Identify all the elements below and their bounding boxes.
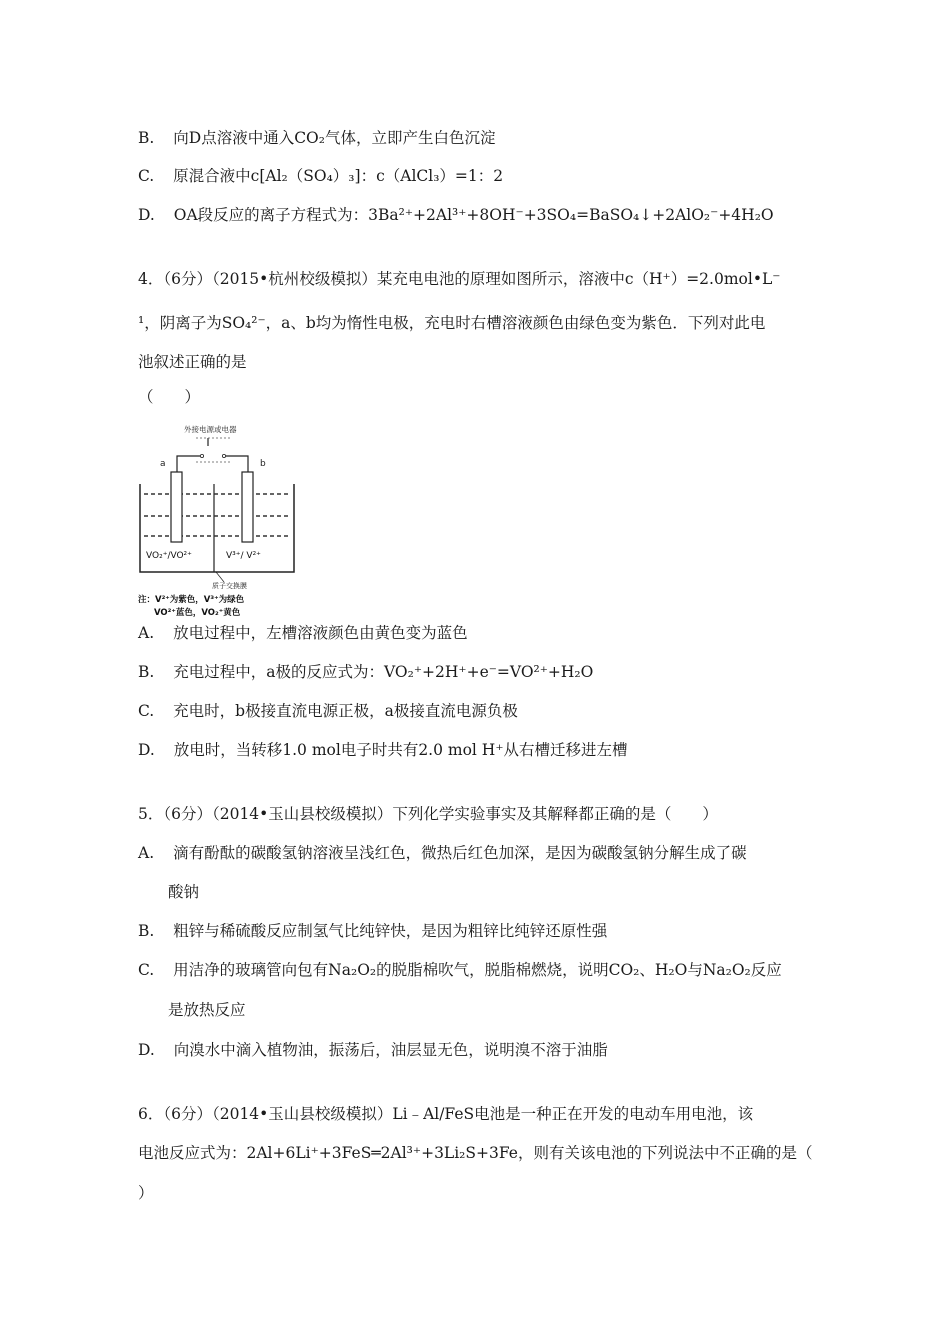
q5-option-d-text: 向溴水中滴入植物油，振荡后，油层显无色，说明溴不溶于油脂 (173, 1041, 608, 1059)
wire-b (226, 456, 248, 472)
q5-option-d (138, 1040, 608, 1060)
q3-option-b-text: 向D点溶液中通入CO₂气体，立即产生白色沉淀 (173, 129, 496, 147)
q4-option-c (138, 701, 518, 721)
q5-option-b (138, 921, 607, 941)
q6-stem-line2: 电池反应式为：2Al+6Li⁺+3FeS═2Al³⁺+3Li₂S+3Fe，则有关该电池的下列说法中不正确的是（ (138, 1144, 813, 1162)
q4-option-c-text: 充电时，b极接直流电源正极，a极接直流电源负极 (173, 702, 518, 720)
q5-option-a-text: 滴有酚酞的碳酸氢钠溶液呈浅红色，微热后红色加深，是因为碳酸氢钠分解生成了碳 (173, 844, 747, 862)
q5-option-b-text: 粗锌与稀硫酸反应制氢气比纯锌快，是因为粗锌比纯锌还原性强 (173, 922, 608, 940)
q4-option-b-label: B. (138, 663, 155, 681)
q5-option-c-label: C. (138, 961, 155, 979)
q4-stem-line2: ¹，阴离子为SO₄²⁻，a、b均为惰性电极，充电时右槽溶液颜色由绿色变为紫色．下列对此电 (138, 314, 766, 332)
electrode-b (242, 472, 253, 542)
q4-answer-blank: （ ） (138, 388, 201, 406)
q5-option-c-text: 用洁净的玻璃管向包有Na₂O₂的脱脂棉吹气，脱脂棉燃烧，说明CO₂、H₂O与Na₂O₂反应 (173, 961, 782, 979)
q5-option-c-continued: 是放热反应 (168, 1001, 246, 1019)
q4-stem-line3: 池叙述正确的是 (138, 353, 247, 371)
q5-option-b-label: B. (138, 922, 155, 940)
q4-option-b-text: 充电过程中，a极的反应式为：VO₂⁺+2H⁺+e⁻=VO²⁺+H₂O (173, 663, 594, 681)
terminal-left (200, 454, 203, 457)
q3-option-b-label: B. (138, 129, 155, 147)
q3-option-b (138, 128, 495, 148)
q3-option-c (138, 166, 503, 186)
q5-option-a (138, 843, 747, 863)
electrode-a-label: a (160, 459, 166, 469)
terminal-right (222, 454, 225, 457)
electrode-b-label: b (260, 459, 266, 469)
diagram-note-2: VO²⁺蓝色，VO₂⁺黄色 (154, 608, 241, 618)
q4-option-d-text: 放电时，当转移1.0 mol电子时共有2.0 mol H⁺从右槽迁移进左槽 (173, 741, 628, 759)
q5-stem: 5．（6分）（2014•玉山县校级模拟）下列化学实验事实及其解释都正确的是（ ） (138, 805, 718, 823)
diagram-note-1: 注：V²⁺为紫色，V³⁺为绿色 (138, 595, 245, 605)
q4-option-b (138, 662, 593, 682)
electrode-a (171, 472, 182, 542)
q3-option-d-label: D. (138, 206, 155, 224)
left-solution-label: VO₂⁺/VO²⁺ (146, 551, 192, 561)
q4-option-d (138, 740, 628, 760)
q4-option-a-text: 放电过程中，左槽溶液颜色由黄色变为蓝色 (173, 624, 468, 642)
right-solution-label: V³⁺/ V²⁺ (226, 551, 261, 561)
q4-option-a (138, 623, 468, 643)
q4-option-c-label: C. (138, 702, 155, 720)
q5-option-a-label: A. (138, 844, 155, 862)
q4-option-a-label: A. (138, 624, 155, 642)
battery-diagram (138, 422, 310, 618)
q5-option-c (138, 960, 782, 980)
q5-option-d-label: D. (138, 1041, 155, 1059)
q4-option-d-label: D. (138, 741, 155, 759)
q6-stem-line3: ） (138, 1184, 154, 1202)
q4-stem-line1: 4．（6分）（2015•杭州校级模拟）某充电电池的原理如图所示，溶液中c（H⁺）=2.0mol•L⁻ (138, 270, 781, 288)
q6-stem-line1: 6．（6分）（2014•玉山县校级模拟）Li﹣Al/FeS电池是一种正在开发的电动车用电池，该 (138, 1105, 754, 1123)
q3-option-d-text: OA段反应的离子方程式为：3Ba²⁺+2Al³⁺+8OH⁻+3SO₄=BaSO₄↓+2AlO₂⁻+4H₂O (173, 206, 774, 224)
diagram-top-label: 外接电源或电器 (184, 425, 237, 434)
q3-option-d (138, 205, 774, 225)
membrane-label: 质子交换膜 (212, 582, 247, 590)
wire-a (177, 456, 200, 472)
q3-option-c-label: C. (138, 167, 155, 185)
q3-option-c-text: 原混合液中c[Al₂（SO₄）₃]：c（AlCl₃）=1：2 (173, 167, 504, 185)
q5-option-a-continued: 酸钠 (168, 883, 200, 901)
membrane-pointer (216, 572, 224, 582)
